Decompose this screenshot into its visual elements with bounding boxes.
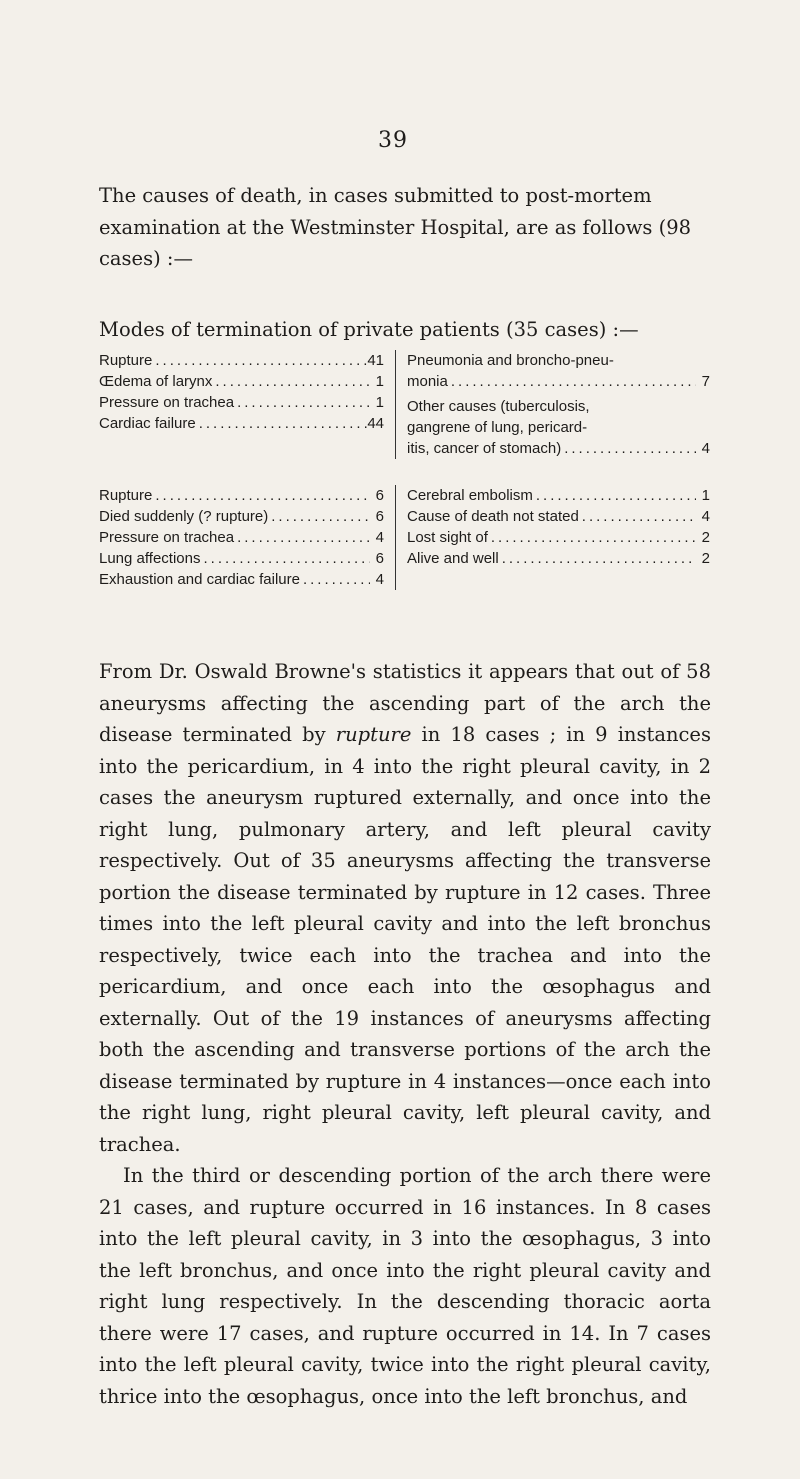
- row-label: monia: [407, 373, 448, 390]
- row-value: 2: [701, 529, 710, 546]
- causes-right-column: [395, 350, 710, 459]
- row-value: 4: [701, 440, 710, 457]
- row-label: Exhaustion and cardiac failure: [99, 571, 300, 588]
- row-value: 2: [701, 550, 710, 567]
- statistics-paragraph: From Dr. Oswald Browne's statistics it appears that out of 58 aneurysms affecting the ascending part of the arch the disease terminated by rupture in 18 cases ; in 9 instances into the pericardium, in 4 into the right pleural cavity, in 2 cases the aneurysm ruptured externally, and once into the right lung, pulmonary artery, and left pleural cavity respectively. Out of 35 aneurysms affecting the transverse portion the disease terminated by rupture in 12 cases. Three times into the left pleural cavity and into the left bronchus respectively, twice each into the trachea and into the pericardium, and once each into the œsophagus and externally. Out of the 19 instances of aneurysms affecting both the ascending and transverse portions of the arch the disease terminated by rupture in 4 instances—once each into the right lung, right pleural cavity, left pleural cavity, and trachea.: [99, 660, 711, 1156]
- private-left-column: [99, 485, 395, 590]
- intro-paragraph: The causes of death, in cases submitted to post-mortem examination at the Westminster Hospital, are as follows (98 cases) :—: [99, 184, 692, 270]
- row-value: 7: [701, 373, 710, 390]
- table-row: [99, 506, 384, 527]
- row-value: 4: [375, 571, 384, 588]
- row-label: Cardiac failure: [99, 415, 196, 432]
- table-row: [99, 371, 384, 392]
- table-row: [407, 506, 710, 527]
- table-row: [407, 527, 710, 548]
- causes-of-death-table: [99, 350, 711, 459]
- row-label: Alive and well: [407, 550, 499, 567]
- row-label: Died suddenly (? rupture): [99, 508, 269, 525]
- private-right-column: [395, 485, 710, 590]
- table-row: [407, 350, 710, 392]
- private-patients-table: [99, 485, 711, 590]
- row-value: 6: [375, 508, 384, 525]
- row-label: Cerebral embolism: [407, 487, 533, 504]
- row-label: Rupture: [99, 352, 153, 369]
- row-value: 44: [367, 415, 384, 432]
- table-row: [99, 569, 384, 590]
- row-label: Lung affections: [99, 550, 201, 567]
- page-number: 39: [378, 128, 408, 153]
- row-label: Cause of death not stated: [407, 508, 579, 525]
- table-row: [99, 527, 384, 548]
- row-label: Other causes (tuberculosis,: [407, 398, 590, 415]
- row-label: Pressure on trachea: [99, 394, 235, 411]
- row-label: Œdema of larynx: [99, 373, 213, 390]
- table-row: [99, 485, 384, 506]
- row-value: 1: [375, 394, 384, 411]
- row-value: 4: [375, 529, 384, 546]
- row-value: 4: [701, 508, 710, 525]
- row-value: 6: [375, 487, 384, 504]
- causes-left-column: [99, 350, 395, 459]
- table-row: [99, 413, 384, 434]
- row-value: 1: [701, 487, 710, 504]
- table-row: [99, 548, 384, 569]
- table-row: [99, 350, 384, 371]
- row-label: itis, cancer of stomach): [407, 440, 562, 457]
- row-value: 6: [375, 550, 384, 567]
- table-row: [99, 392, 384, 413]
- row-label: Rupture: [99, 487, 153, 504]
- emphasis-rupture: rupture: [335, 723, 412, 746]
- row-value: 41: [367, 352, 384, 369]
- row-label: gangrene of lung, pericard-: [407, 419, 588, 436]
- row-label: Lost sight of: [407, 529, 488, 546]
- table-row: [407, 396, 710, 459]
- row-label: Pneumonia and broncho-pneu-: [407, 352, 614, 369]
- private-patients-intro: Modes of termination of private patients (35 cases) :—: [99, 318, 639, 341]
- row-label: Pressure on trachea: [99, 529, 235, 546]
- table-row: [407, 548, 710, 569]
- body-text: [99, 656, 711, 1412]
- row-value: 1: [375, 373, 384, 390]
- descending-portion-paragraph: In the third or descending portion of the arch there were 21 cases, and rupture occurred in 16 instances. In 8 cases into the left pleural cavity, in 3 into the œsophagus, 3 into the left bronchus, and once into the right pleural cavity and right lung respectively. In the descending thoracic aorta there were 17 cases, and rupture occurred in 14. In 7 cases into the left pleural cavity, twice into the right pleural cavity, thrice into the œsophagus, once into the left bronchus, and: [99, 1164, 711, 1408]
- table-row: [407, 485, 710, 506]
